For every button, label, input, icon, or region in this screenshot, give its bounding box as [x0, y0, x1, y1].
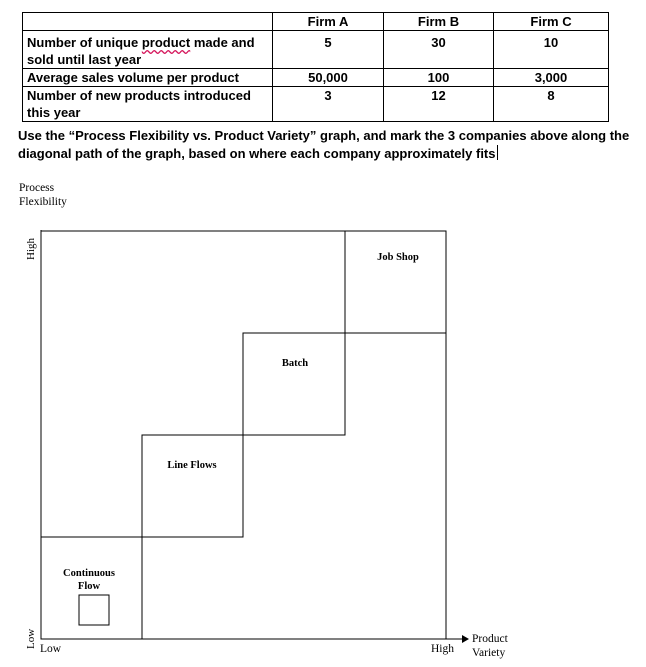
region-label-continuous: Continuous [63, 568, 115, 579]
x-axis-low-label: Low [40, 643, 62, 655]
empty-mark-box[interactable] [79, 595, 109, 625]
region-job-shop [345, 231, 446, 333]
region-batch [243, 333, 345, 435]
table-header-firm-b: Firm B [384, 13, 494, 31]
firm-c-unique-products: 10 [494, 31, 609, 69]
region-label-flow: Flow [77, 581, 101, 592]
x-axis-title-line2: Variety [472, 647, 506, 659]
metric-avg-sales-volume: Average sales volume per product [23, 69, 273, 87]
instruction-text[interactable]: Use the “Process Flexibility vs. Product Variety” graph, and mark the 3 companies above along the diagonal path of the graph, based on where each company approximately fits [18, 128, 630, 161]
firm-b-new-products: 12 [384, 87, 494, 122]
firm-b-avg-sales-volume: 100 [384, 69, 494, 87]
firm-c-avg-sales-volume: 3,000 [494, 69, 609, 87]
region-label-job-shop: Job Shop [377, 252, 419, 263]
table-header-firm-a: Firm A [273, 13, 384, 31]
x-axis-arrow-icon [462, 635, 469, 643]
y-axis-title-line2: Flexibility [19, 196, 67, 208]
y-axis-title-line1: Process [19, 182, 55, 194]
spellcheck-word: product [141, 35, 191, 50]
y-axis-low-label: Low [25, 628, 37, 649]
x-axis-high-label: High [431, 643, 454, 655]
region-label-batch: Batch [281, 358, 309, 369]
firm-b-unique-products: 30 [384, 31, 494, 69]
metric-unique-products: Number of unique product made and sold until last year [23, 31, 273, 69]
firm-a-unique-products: 5 [273, 31, 384, 69]
metric-new-products: Number of new products introduced this year [23, 87, 273, 122]
firm-a-avg-sales-volume: 50,000 [273, 69, 384, 87]
x-axis-title-line1: Product [472, 633, 508, 645]
firm-a-new-products: 3 [273, 87, 384, 122]
region-line-flows [142, 435, 243, 537]
y-axis-high-label: High [25, 238, 37, 260]
table-header-firm-c: Firm C [494, 13, 609, 31]
firm-c-new-products: 8 [494, 87, 609, 122]
region-label-line-flows: Line Flows [167, 460, 217, 471]
